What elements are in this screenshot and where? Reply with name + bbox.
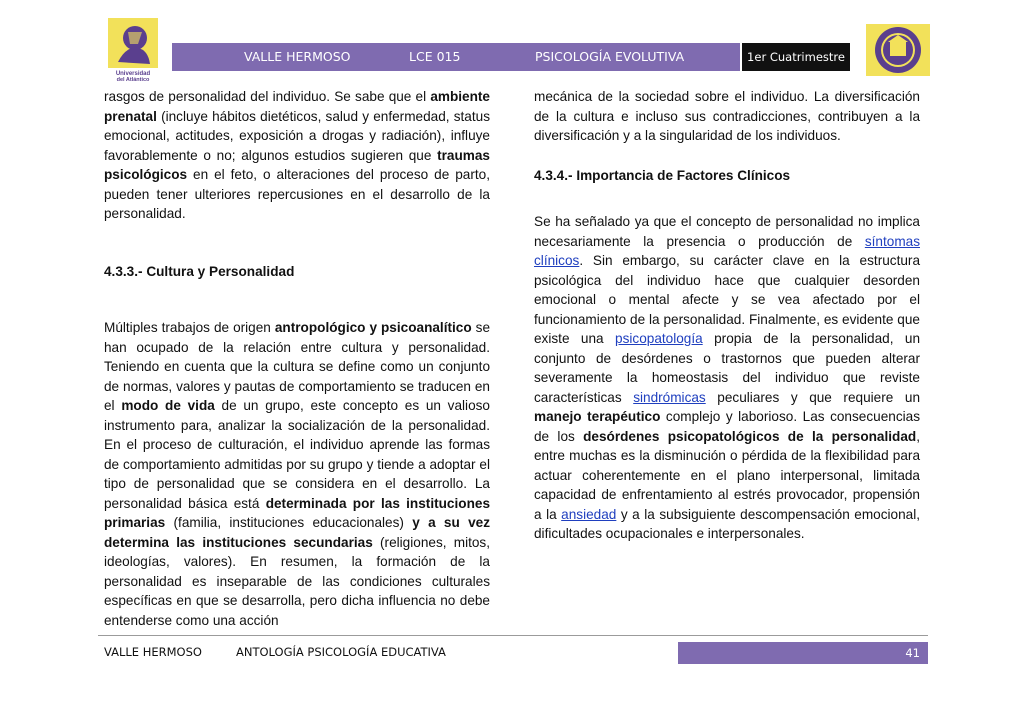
right-paragraph-1: mecánica de la sociedad sobre el individuo. La diversificación de la cultura e incluso sus contradicciones, contribuyen a la diversificación y a la singularidad de los individuos. — [534, 89, 920, 143]
footer-text — [104, 645, 446, 659]
term-ambiente-prenatal: ambiente prenatal — [104, 89, 490, 124]
footer-divider — [98, 635, 928, 636]
left-paragraph-2: Múltiples trabajos de origen antropológico y psicoanalítico se han ocupado de la relación entre cultura y personalidad. Teniendo en cuenta que la cultura se define como un conjunto de normas, valores y pautas de comportamiento se traducen en el modo de vida de un grupo, este concepto es un valioso instrumento para, analizar la socialización de la personalidad. En el proceso de culturación, el individuo aprende las formas de comportamiento admitidas por su grupo y tiende a adoptar el tipo de personalidad que se considera en el desarrollo. La personalidad básica está determinada por las instituciones primarias (familia, instituciones educacionales) y a su vez determina las instituciones secundarias (religiones, mitos, ideologías, valores). En resumen, la formación de la personalidad es inseparable de las condiciones culturales específicas en que se desarrolla, pero dicha influencia no debe entenderse como una acción — [104, 320, 491, 628]
header-subject: PSICOLOGÍA EVOLUTIVA — [535, 49, 685, 64]
term-traumas-psicologicos: traumas psicológicos — [104, 147, 490, 182]
left-paragraph-1: rasgos de personalidad del individuo. Se sabe que el ambiente prenatal (incluye hábitos dietéticos, salud y enfermedad, status emocional, actitudes, exposición a drogas y radiación), influye favorablemente o no; algunos estudios sugieren que traumas psicológicos en el feto, o alteraciones del proceso de parto, pueden tener ulteriores repercusiones en el desarrollo de la personalidad. — [104, 89, 490, 221]
svg-text:del Atlántico: del Atlántico — [116, 77, 150, 82]
left-column — [104, 87, 490, 630]
right-column — [534, 87, 920, 544]
section-heading-cultura: 4.3.3.- Cultura y Personalidad — [104, 263, 295, 279]
footer-page-bar — [678, 642, 928, 664]
header-course-code: LCE 015 — [409, 49, 461, 64]
right-paragraph-2: Se ha señalado ya que el concepto de personalidad no implica necesariamente la presencia o producción de síntomas clínicos. Sin embargo, su carácter clave en la estructura psicológica del individuo hace que cualquier desorden emocional o mental afecte y se vea afectado por el funcionamiento de la personalidad. Finalmente, es evidente que existe una psicopatología propia de la personalidad, un conjunto de desórdenes o trastornos que pueden alterar severamente la homeostasis del individuo que reviste características sindrómicas peculiares y que requiere un manejo terapéutico complejo y laborioso. Las consecuencias de los desórdenes psicopatológicos de la personalidad, entre muchas es la disminución o pérdida de la flexibilidad para actuar coherentemente en el plano interpersonal, limitada capacidad de enfrentamiento al estrés provocador, propensión a la ansiedad y a la subsiguiente descompensación emocional, dificultades ocupacionales e interpersonales. — [534, 214, 920, 541]
page-number: 41 — [905, 646, 920, 660]
footer-school: VALLE HERMOSO — [104, 645, 202, 659]
header-bar — [172, 43, 740, 71]
link-psicopatologia[interactable]: psicopatología — [615, 331, 703, 346]
header-cycle: 1er Cuatrimestre — [742, 43, 850, 71]
university-logo — [108, 18, 158, 82]
section-heading-factores-clinicos: 4.3.4.- Importancia de Factores Clínicos — [534, 167, 791, 183]
link-sindromicas[interactable]: sindrómicas — [633, 389, 706, 405]
link-ansiedad[interactable]: ansiedad — [561, 506, 617, 522]
link-sintomas-clinicos[interactable]: síntomas clínicos — [534, 233, 920, 268]
footer-title: ANTOLOGÍA PSICOLOGÍA EDUCATIVA — [235, 645, 446, 659]
svg-text:Universidad: Universidad — [115, 71, 151, 77]
header-school: VALLE HERMOSO — [244, 49, 351, 64]
seal-logo — [866, 24, 930, 76]
